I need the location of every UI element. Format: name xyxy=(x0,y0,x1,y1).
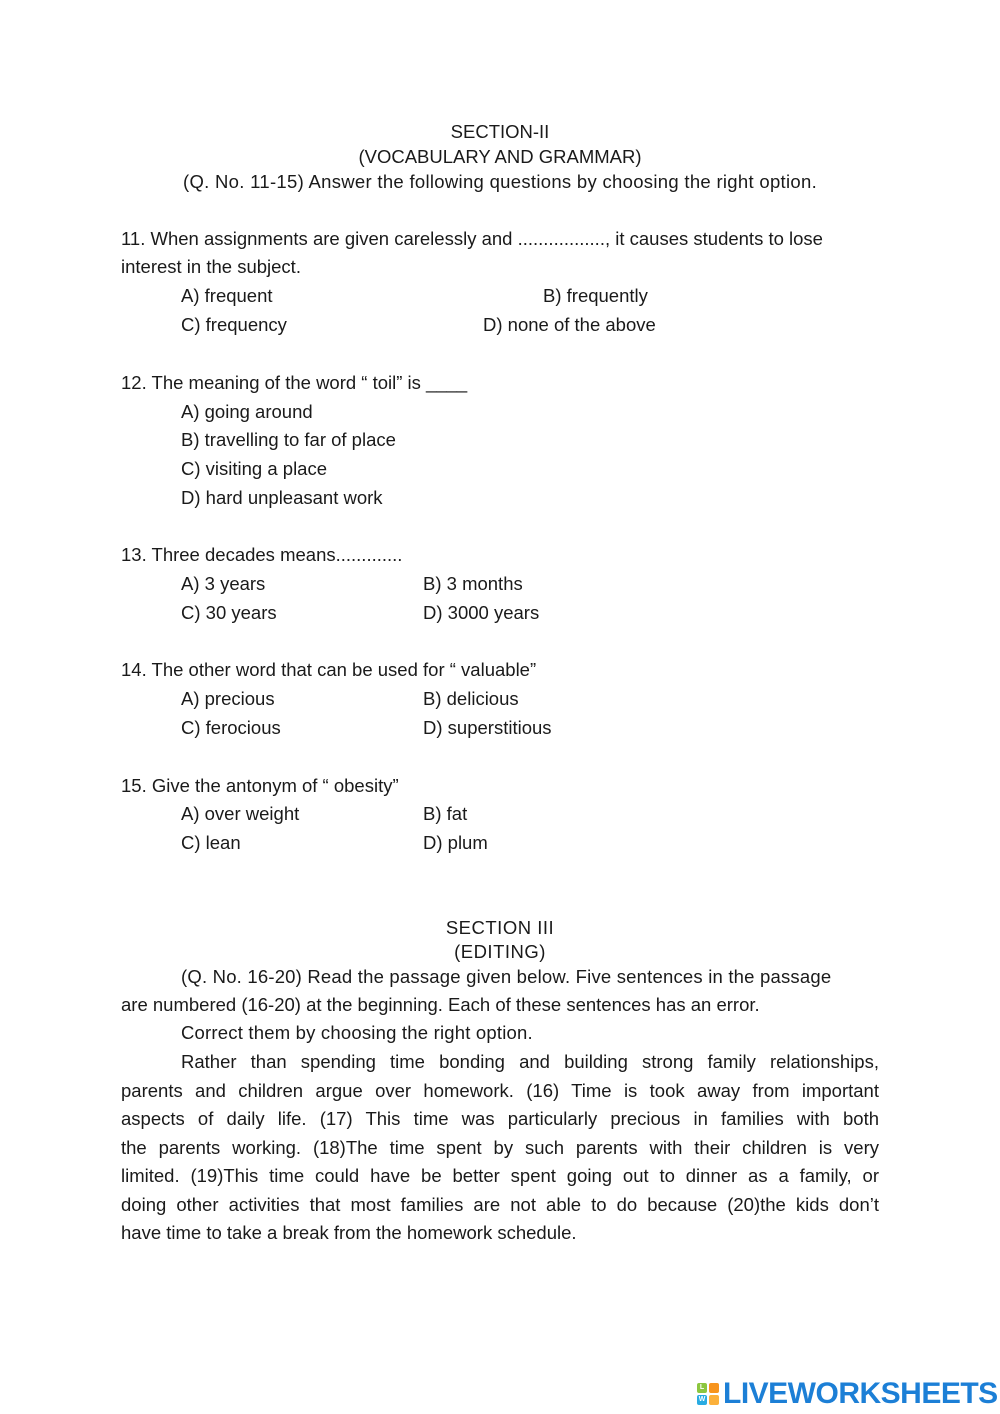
question-15-option-c: C) lean xyxy=(181,832,241,853)
question-14-option-a: A) precious xyxy=(181,688,275,709)
question-14-option-d: D) superstitious xyxy=(423,717,552,738)
section3-subtitle: (EDITING) xyxy=(454,941,546,962)
section3-instruction-line-2: are numbered (16-20) at the beginning. Each of these sentences has an error. xyxy=(121,994,760,1015)
section2-title: SECTION-II xyxy=(450,121,550,142)
passage-line-6: doing other activities that most families are not able to do because (20)the kids don’t xyxy=(121,1194,879,1215)
question-13-option-d: D) 3000 years xyxy=(423,602,540,623)
question-13-option-a: A) 3 years xyxy=(181,573,266,594)
section3-instruction-line-3: Correct them by choosing the right option. xyxy=(181,1022,533,1043)
question-11-option-a: A) frequent xyxy=(181,285,273,306)
question-15-text: 15. Give the antonym of “ obesity” xyxy=(121,775,399,796)
passage-line-2: parents and children argue over homework. (16) Time is took away from important xyxy=(121,1080,879,1101)
question-12-option-d: D) hard unpleasant work xyxy=(181,487,383,508)
liveworksheets-logo xyxy=(697,1374,998,1414)
logo-mark-tile-yellow xyxy=(709,1395,719,1405)
question-11-text: 11. When assignments are given carelessly and ................., it causes students to lose xyxy=(121,228,823,249)
logo-text: LIVEWORKSHEETS xyxy=(723,1377,998,1410)
question-15-option-b: B) fat xyxy=(423,803,468,824)
question-12-option-b: B) travelling to far of place xyxy=(181,429,396,450)
logo-mark-letter-w: W xyxy=(698,1396,706,1403)
question-15-option-d: D) plum xyxy=(423,832,488,853)
question-14-option-b: B) delicious xyxy=(423,688,519,709)
question-11-option-d: D) none of the above xyxy=(483,314,656,335)
passage-line-1: Rather than spending time bonding and building strong family relationships, xyxy=(181,1051,879,1072)
passage-line-5: limited. (19)This time could have be better spent going out to dinner as a family, or xyxy=(121,1165,879,1186)
question-12-option-c: C) visiting a place xyxy=(181,458,328,479)
passage-line-4: the parents working. (18)The time spent by such parents with their children is very xyxy=(121,1137,879,1158)
section3-title: SECTION III xyxy=(445,917,555,938)
question-13-option-b: B) 3 months xyxy=(423,573,523,594)
logo-mark-tile-orange xyxy=(709,1383,719,1393)
question-15-option-a: A) over weight xyxy=(181,803,300,824)
section3-instruction-line-1: (Q. No. 16-20) Read the passage given below. Five sentences in the passage xyxy=(181,966,832,987)
passage-line-3: aspects of daily life. (17) This time was particularly precious in families with both xyxy=(121,1108,879,1129)
section2-instruction: (Q. No. 11-15) Answer the following questions by choosing the right option. xyxy=(182,171,818,192)
question-14-text: 14. The other word that can be used for “ valuable” xyxy=(121,659,537,680)
logo-mark-icon xyxy=(697,1383,719,1405)
question-11-option-c: C) frequency xyxy=(181,314,287,335)
question-12-text: 12. The meaning of the word “ toil” is ____ xyxy=(121,372,468,393)
section2-subtitle: (VOCABULARY AND GRAMMAR) xyxy=(358,146,642,167)
passage-line-7: have time to take a break from the homework schedule. xyxy=(121,1222,577,1243)
question-13-text: 13. Three decades means............. xyxy=(121,544,403,565)
question-14-option-c: C) ferocious xyxy=(181,717,281,738)
question-11-option-b: B) frequently xyxy=(543,285,648,306)
logo-mark-letter-l: L xyxy=(697,1383,707,1393)
question-12-option-a: A) going around xyxy=(181,401,313,422)
question-11-text-cont: interest in the subject. xyxy=(121,256,301,277)
question-13-option-c: C) 30 years xyxy=(181,602,277,623)
